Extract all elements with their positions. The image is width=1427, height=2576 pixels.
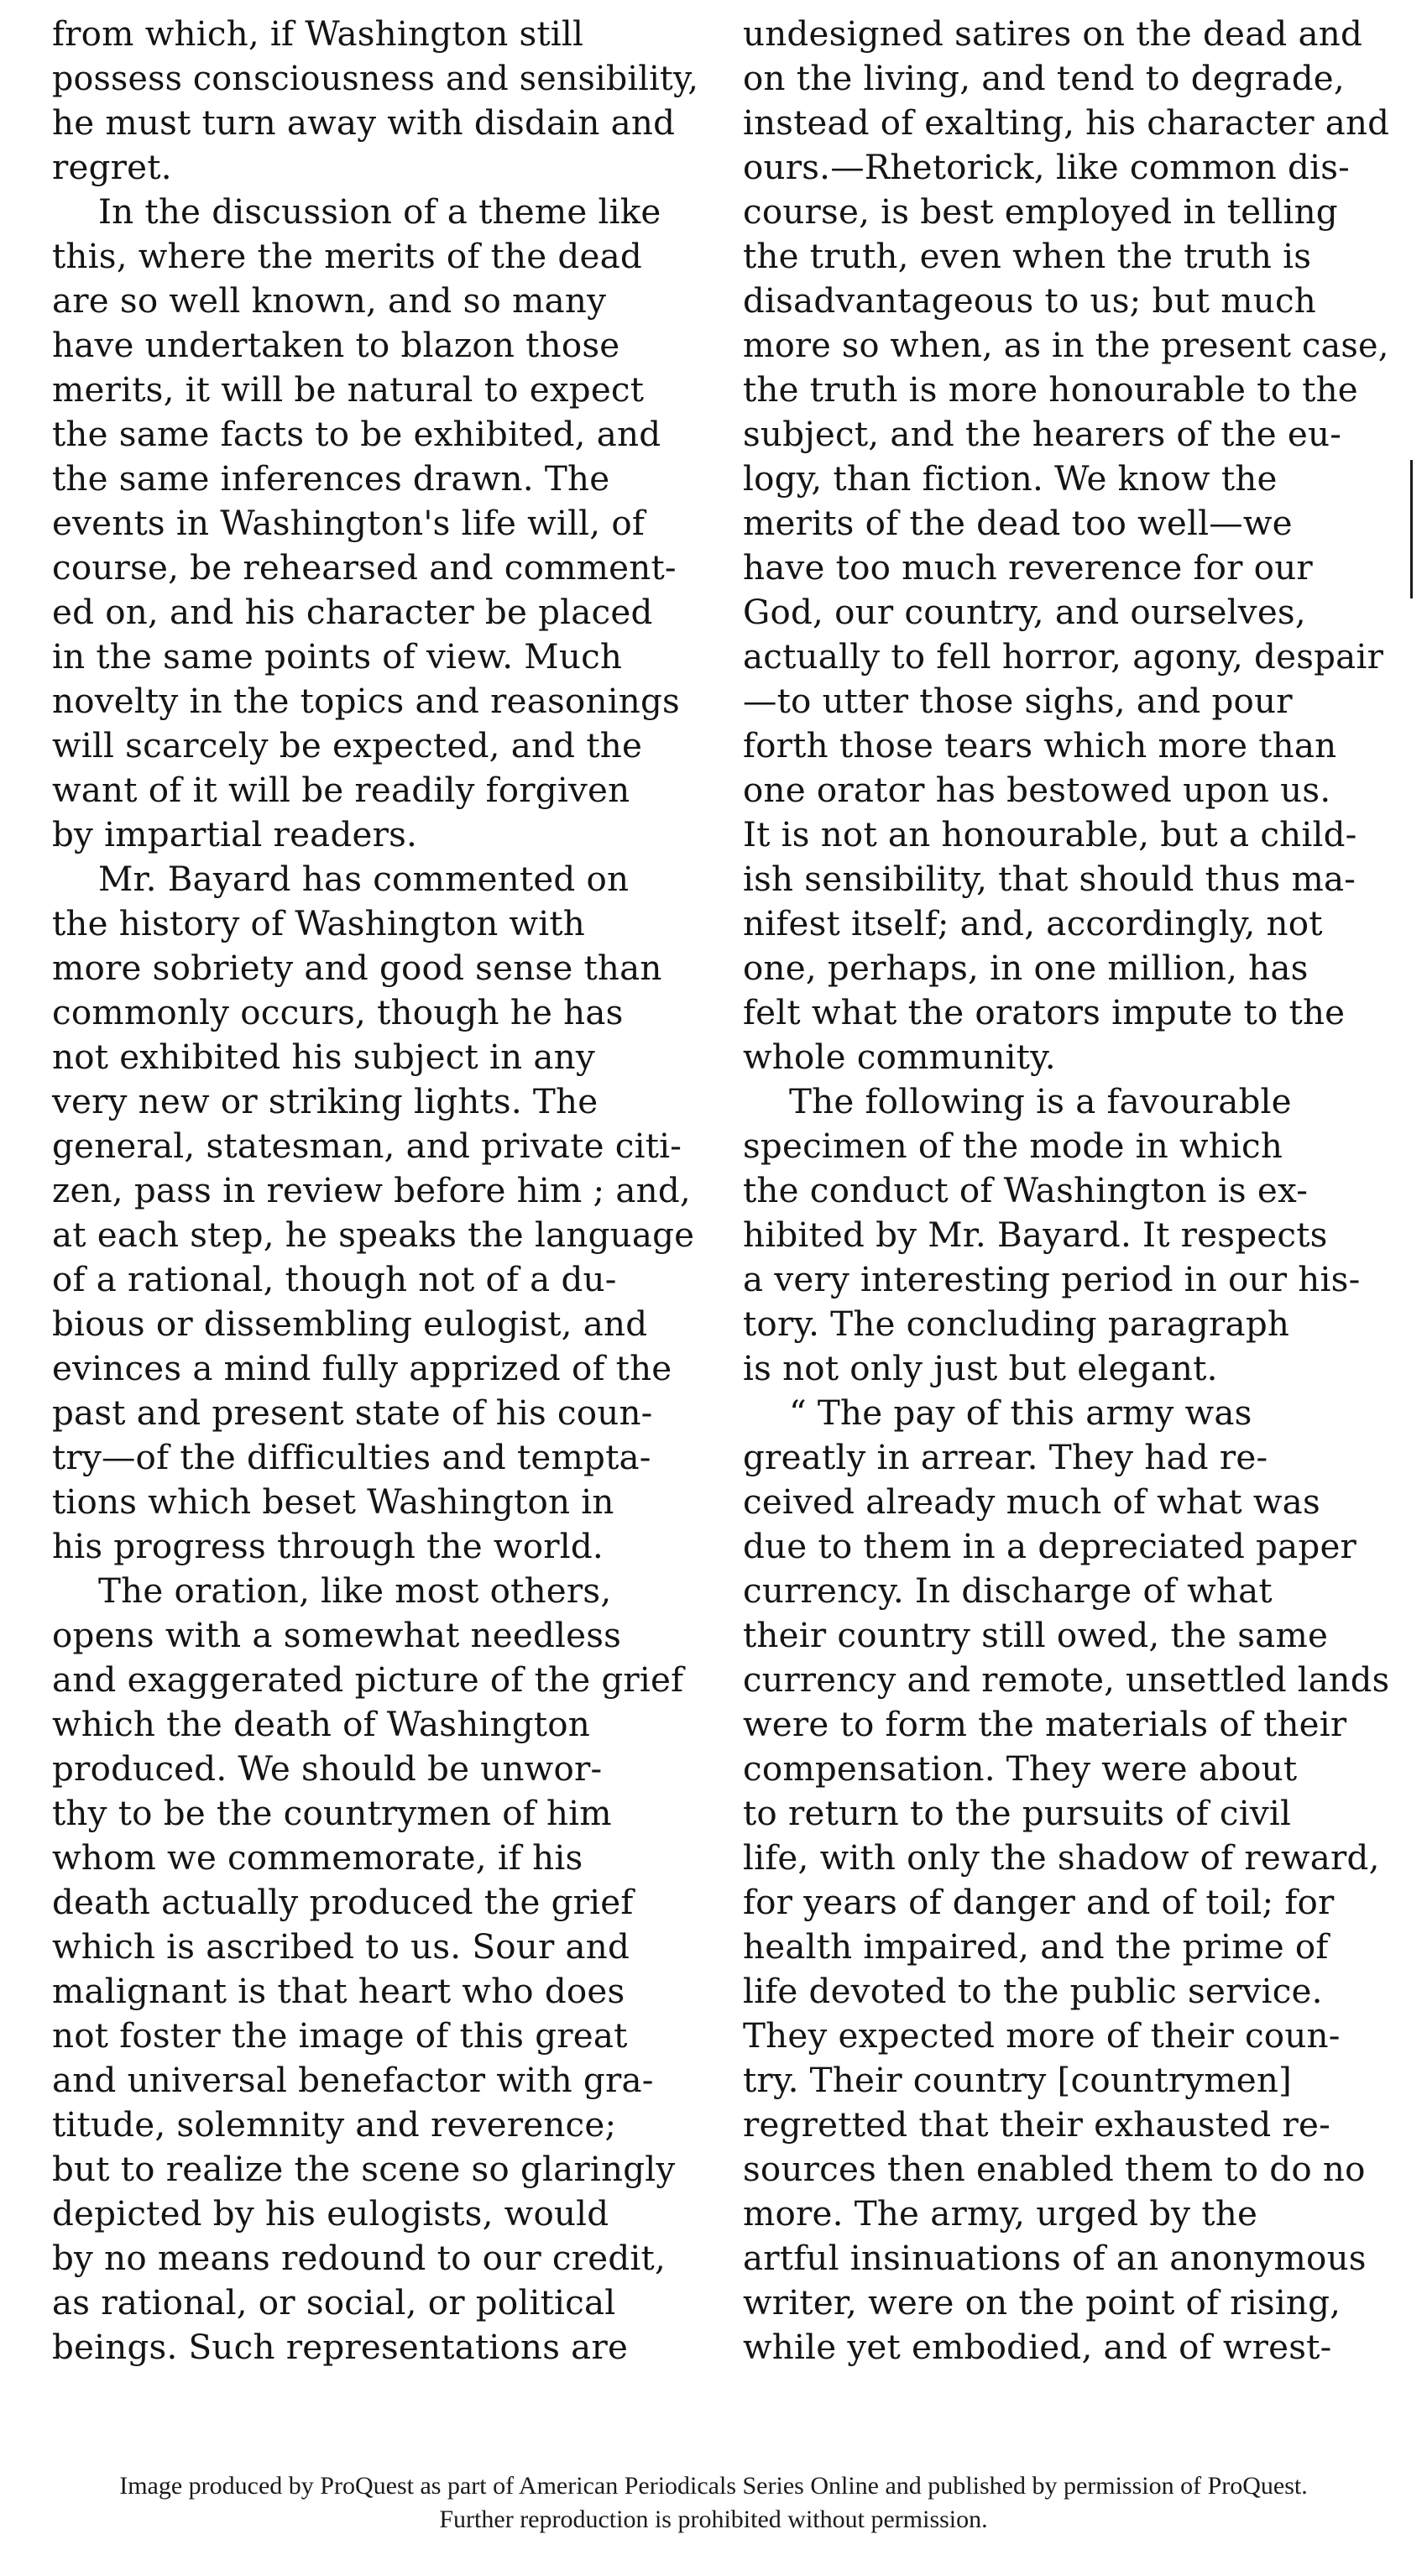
text-line: —to utter those sighs, and pour: [743, 681, 1293, 721]
text-line: ish sensibility, that should thus ma-: [743, 859, 1356, 899]
text-line: commonly occurs, though he has: [52, 992, 624, 1032]
text-line: greatly in arrear. They had re-: [743, 1437, 1268, 1477]
text-line: regret.: [52, 147, 172, 187]
text-line: of a rational, though not of a du-: [52, 1259, 617, 1299]
text-line: the conduct of Washington is ex-: [743, 1170, 1309, 1210]
text-line: the truth is more honourable to the: [743, 369, 1358, 410]
paragraph-first-line: The oration, like most others,: [98, 1570, 612, 1611]
text-line: regretted that their exhausted re-: [743, 2104, 1330, 2145]
text-line: were to form the materials of their: [743, 1704, 1347, 1744]
text-line: novelty in the topics and reasonings: [52, 681, 680, 721]
text-line: their country still owed, the same: [743, 1615, 1329, 1655]
footer-line-2: Further reproduction is prohibited without permission.: [439, 2505, 988, 2533]
text-line: merits, it will be natural to expect: [52, 369, 645, 410]
text-line: forth those tears which more than: [743, 725, 1337, 765]
text-line: in the same points of view. Much: [52, 636, 623, 677]
text-line: more. The army, urged by the: [743, 2193, 1258, 2234]
text-line: by impartial readers.: [52, 814, 418, 854]
text-line: general, statesman, and private citi-: [52, 1126, 682, 1166]
text-line: to return to the pursuits of civil: [743, 1793, 1292, 1833]
quotation-first-line: “ The pay of this army was: [789, 1393, 1252, 1433]
text-line: for years of danger and of toil; for: [743, 1882, 1335, 1922]
text-line: whom we commemorate, if his: [52, 1837, 583, 1878]
text-line: writer, were on the point of rising,: [743, 2282, 1341, 2323]
copyright-footer: [0, 2469, 1427, 2537]
text-line: try—of the difficulties and tempta-: [52, 1437, 651, 1477]
text-line: titude, solemnity and reverence;: [52, 2104, 617, 2145]
text-line: course, is best employed in telling: [743, 191, 1338, 232]
text-line: actually to fell horror, agony, despair: [743, 636, 1384, 677]
paragraph-first-line: Mr. Bayard has commented on: [98, 859, 630, 899]
text-line: more sobriety and good sense than: [52, 948, 662, 988]
text-line: the truth, even when the truth is: [743, 236, 1312, 276]
text-line: want of it will be readily forgiven: [52, 770, 630, 810]
text-line: are so well known, and so many: [52, 280, 607, 321]
text-line: events in Washington's life will, of: [52, 503, 646, 543]
text-line: nifest itself; and, accordingly, not: [743, 903, 1323, 943]
paragraph-first-line: The following is a favourable: [789, 1081, 1292, 1121]
text-line: tions which beset Washington in: [52, 1481, 614, 1522]
text-line: as rational, or social, or political: [52, 2282, 616, 2323]
text-line: will scarcely be expected, and the: [52, 725, 643, 765]
text-line: while yet embodied, and of wrest-: [743, 2327, 1332, 2367]
text-line: on the living, and tend to degrade,: [743, 58, 1345, 98]
text-line: a very interesting period in our his-: [743, 1259, 1361, 1299]
text-line: depicted by his eulogists, would: [52, 2193, 609, 2234]
text-line: but to realize the scene so glaringly: [52, 2149, 676, 2189]
paragraph-first-line: In the discussion of a theme like: [98, 191, 661, 232]
text-line: have too much reverence for our: [743, 547, 1313, 588]
text-line: specimen of the mode in which: [743, 1126, 1283, 1166]
text-line: the history of Washington with: [52, 903, 586, 943]
text-line: more so when, as in the present case,: [743, 325, 1389, 365]
margin-rule: [1410, 460, 1413, 598]
text-line: tory. The concluding paragraph: [743, 1304, 1290, 1344]
text-line: one orator has bestowed upon us.: [743, 770, 1331, 810]
footer-line-1: Image produced by ProQuest as part of American Periodicals Series Online and published by permission of ProQuest.: [119, 2472, 1308, 2500]
text-line: he must turn away with disdain and: [52, 102, 676, 143]
text-line: sources then enabled them to do no: [743, 2149, 1366, 2189]
text-line: disadvantageous to us; but much: [743, 280, 1316, 321]
text-line: instead of exalting, his character and: [743, 102, 1390, 143]
text-line: whole community.: [743, 1037, 1056, 1077]
text-line: course, be rehearsed and comment-: [52, 547, 677, 588]
text-line: due to them in a depreciated paper: [743, 1526, 1357, 1566]
text-line: try. Their country [countrymen]: [743, 2060, 1293, 2100]
text-line: one, perhaps, in one million, has: [743, 948, 1309, 988]
text-line: zen, pass in review before him ; and,: [52, 1170, 691, 1210]
text-line: currency. In discharge of what: [743, 1570, 1273, 1611]
text-line: bious or dissembling eulogist, and: [52, 1304, 648, 1344]
text-line: evinces a mind fully apprized of the: [52, 1348, 672, 1388]
text-line: which the death of Washington: [52, 1704, 590, 1744]
text-line: possess consciousness and sensibility,: [52, 58, 699, 98]
text-line: malignant is that heart who does: [52, 1971, 625, 2011]
text-line: very new or striking lights. The: [52, 1081, 599, 1121]
right-text-column: [743, 12, 1389, 2370]
text-line: merits of the dead too well—we: [743, 503, 1293, 543]
text-line: this, where the merits of the dead: [52, 236, 642, 276]
text-line: compensation. They were about: [743, 1748, 1298, 1789]
text-line: undesigned satires on the dead and: [743, 13, 1363, 54]
text-line: subject, and the hearers of the eu-: [743, 414, 1342, 454]
text-line: life devoted to the public service.: [743, 1971, 1323, 2011]
text-line: beings. Such representations are: [52, 2327, 629, 2367]
text-line: health impaired, and the prime of: [743, 1926, 1329, 1967]
text-line: by no means redound to our credit,: [52, 2238, 666, 2278]
text-line: ours.—Rhetorick, like common dis-: [743, 147, 1350, 187]
text-line: not exhibited his subject in any: [52, 1037, 595, 1077]
text-line: not foster the image of this great: [52, 2015, 628, 2056]
text-line: opens with a somewhat needless: [52, 1615, 622, 1655]
text-line: his progress through the world.: [52, 1526, 604, 1566]
text-line: ceived already much of what was: [743, 1481, 1320, 1522]
text-line: felt what the orators impute to the: [743, 992, 1346, 1032]
text-line: at each step, he speaks the language: [52, 1215, 695, 1255]
text-line: have undertaken to blazon those: [52, 325, 620, 365]
text-line: produced. We should be unwor-: [52, 1748, 603, 1789]
text-line: the same inferences drawn. The: [52, 458, 610, 499]
text-line: logy, than fiction. We know the: [743, 458, 1278, 499]
text-line: death actually produced the grief: [52, 1882, 634, 1922]
text-line: thy to be the countrymen of him: [52, 1793, 612, 1833]
text-line: artful insinuations of an anonymous: [743, 2238, 1367, 2278]
text-line: ed on, and his character be placed: [52, 592, 653, 632]
text-line: and exaggerated picture of the grief: [52, 1659, 684, 1700]
text-line: is not only just but elegant.: [743, 1348, 1218, 1388]
text-line: past and present state of his coun-: [52, 1393, 653, 1433]
text-line: currency and remote, unsettled lands: [743, 1659, 1390, 1700]
text-line: They expected more of their coun-: [743, 2015, 1341, 2056]
left-text-column: [52, 12, 698, 2370]
text-line: and universal benefactor with gra-: [52, 2060, 654, 2100]
text-line: which is ascribed to us. Sour and: [52, 1926, 630, 1967]
text-line: from which, if Washington still: [52, 13, 584, 54]
text-line: It is not an honourable, but a child-: [743, 814, 1357, 854]
text-line: life, with only the shadow of reward,: [743, 1837, 1380, 1878]
text-line: God, our country, and ourselves,: [743, 592, 1306, 632]
text-line: hibited by Mr. Bayard. It respects: [743, 1215, 1328, 1255]
text-line: the same facts to be exhibited, and: [52, 414, 661, 454]
